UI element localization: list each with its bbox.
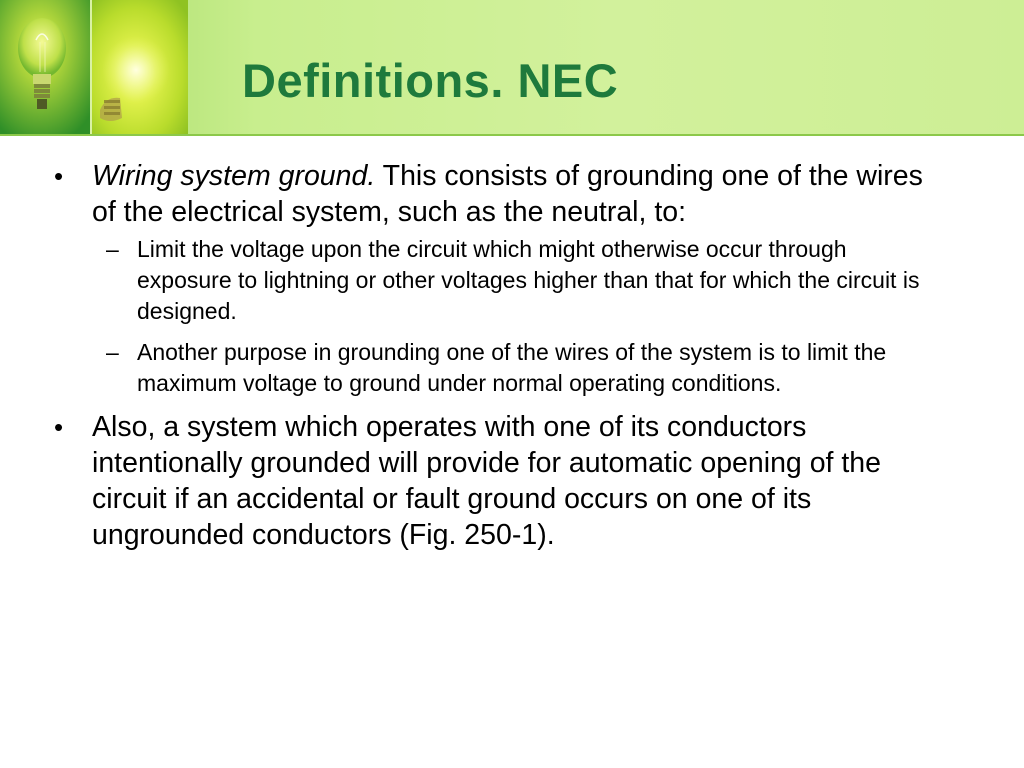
bullet-italic-lead: Wiring system ground. xyxy=(92,160,376,192)
sub-bullet-marker: – xyxy=(106,339,119,365)
slide-title: Definitions. NEC xyxy=(242,54,619,107)
header-divider xyxy=(0,134,1024,136)
glowing-bulb-image xyxy=(92,0,188,134)
bullet-marker: • xyxy=(54,161,64,191)
sub-bullet-text: Another purpose in grounding one of the wires of the system is to limit the maximum voltage to ground under normal operating conditions. xyxy=(137,339,887,396)
bullet-item xyxy=(0,158,932,230)
bullet-marker: • xyxy=(54,412,64,442)
sub-bullet-item xyxy=(0,234,937,327)
light-bulb-image xyxy=(0,0,90,134)
bullet-item xyxy=(0,409,932,553)
sub-bullet-text: Limit the voltage upon the circuit which might otherwise occur through exposure to lightning or other voltages higher than that for which the circuit is designed. xyxy=(137,236,920,324)
bullet-text: This consists of grounding one of the wires of the electrical system, such as the neutral, to: xyxy=(92,160,923,228)
sub-bullet-marker: – xyxy=(106,236,119,262)
bullet-text: Also, a system which operates with one of its conductors intentionally grounded will provide for automatic opening of the circuit if an accidental or fault ground occurs on one of its ungrounded conductors (Fig. 250-1). xyxy=(92,411,881,551)
sub-bullet-item xyxy=(0,337,937,399)
header-banner xyxy=(0,0,1024,136)
slide-body xyxy=(0,158,1024,553)
